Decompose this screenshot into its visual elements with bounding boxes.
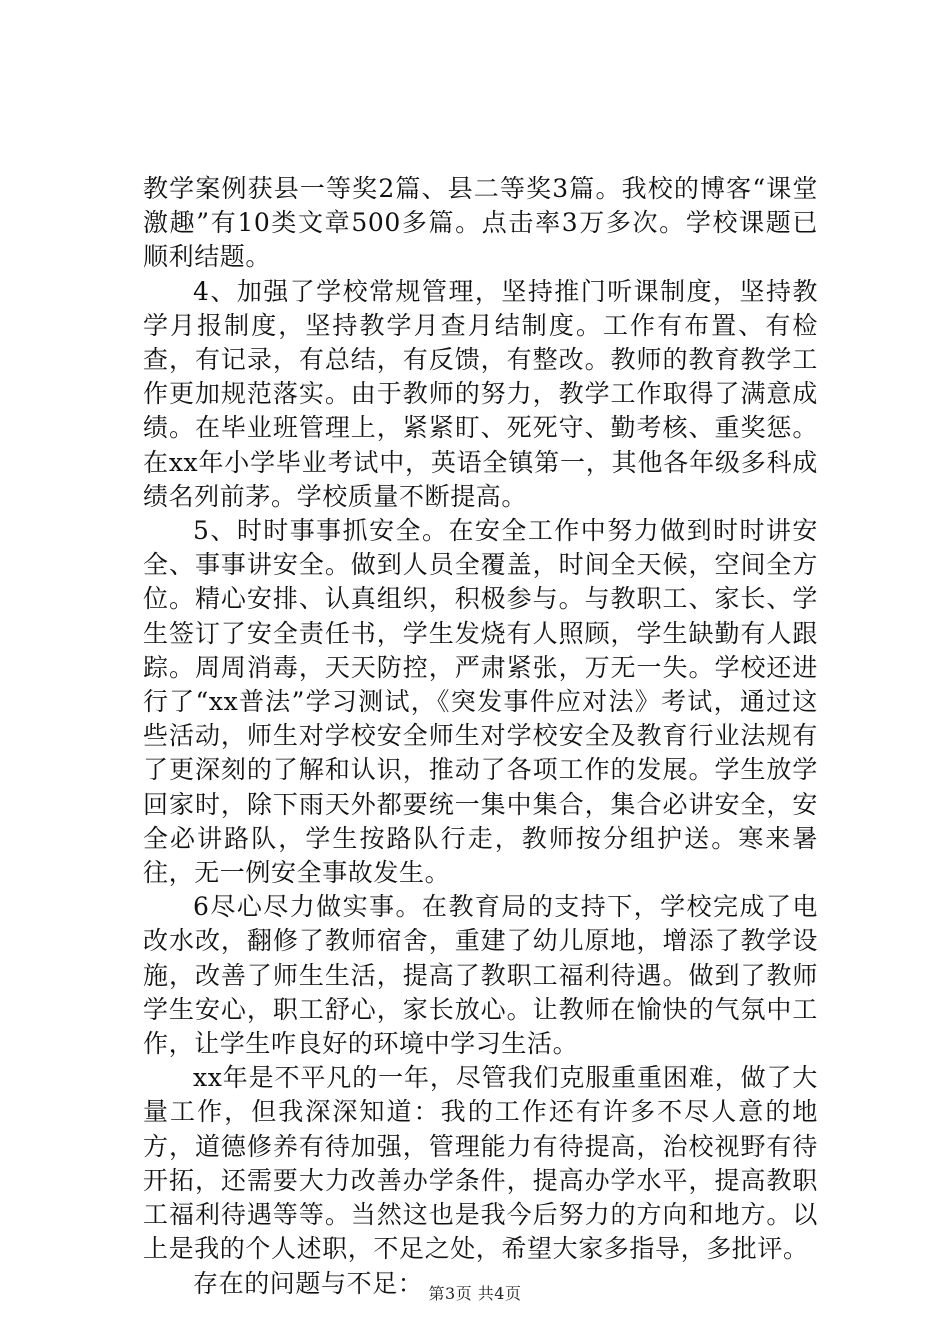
document-body <box>143 172 818 1301</box>
paragraph-problems-heading: 存在的问题与不足： <box>193 1268 424 1298</box>
paragraph-summary: xx年是不平凡的一年，尽管我们克服重重困难，做了大量工作，但我深深知道：我的工作还有许多不尽人意的地方，道德修养有待加强，管理能力有待提高，治校视野有待开拓，还需要大力改善办学条件，提高办学水平，提高教职工福利待遇等等。当然这也是我今后努力的方向和地方。以上是我的个人述职，不足之处，希望大家多指导，多批评。 <box>143 1063 818 1264</box>
paragraph-practical-work: 6尽心尽力做实事。在教育局的支持下，学校完成了电改水改，翻修了教师宿舍，重建了幼儿原地，增添了教学设施，改善了师生生活，提高了教职工福利待遇。做到了教师学生安心，职工舒心，家长放心。让教师在愉快的气氛中工作，让学生咋良好的环境中学习生活。 <box>143 892 818 1059</box>
paragraph-safety: 5、时时事事抓安全。在安全工作中努力做到时时讲安全、事事讲安全。做到人员全覆盖，时间全天候，空间全方位。精心安排、认真组织，积极参与。与教职工、家长、学生签订了安全责任书，学生发烧有人照顾，学生缺勤有人跟踪。周周消毒，天天防控，严肃紧张，万无一失。学校还进行了“xx普法”学习测试，《突发事件应对法》考试，通过这些活动，师生对学校安全师生对学校安全及教育行业法规有了更深刻的了解和认识，推动了各项工作的发展。学生放学回家时，除下雨天外都要统一集中集合，集合必讲安全，安全必讲路队，学生按路队行走，教师按分组护送。寒来暑往，无一例安全事故发生。 <box>143 516 818 888</box>
paragraph-routine-management: 4、加强了学校常规管理，坚持推门听课制度，坚持教学月报制度，坚持教学月查月结制度。工作有布置、有检查，有记录，有总结，有反馈，有整改。教师的教育教学工作更加规范落实。由于教师的努力，教学工作取得了满意成绩。在毕业班管理上，紧紧盯、死死守、勤考核、重奖惩。在xx年小学毕业考试中，英语全镇第一，其他各年级多科成绩名列前茅。学校质量不断提高。 <box>143 276 818 511</box>
page-number-footer: 第3页 共4页 <box>428 1284 522 1303</box>
paragraph-continuation: 教学案例获县一等奖2篇、县二等奖3篇。我校的博客“课堂激趣”有10类文章500多篇。点击率3万多次。学校课题已顺利结题。 <box>143 174 818 272</box>
